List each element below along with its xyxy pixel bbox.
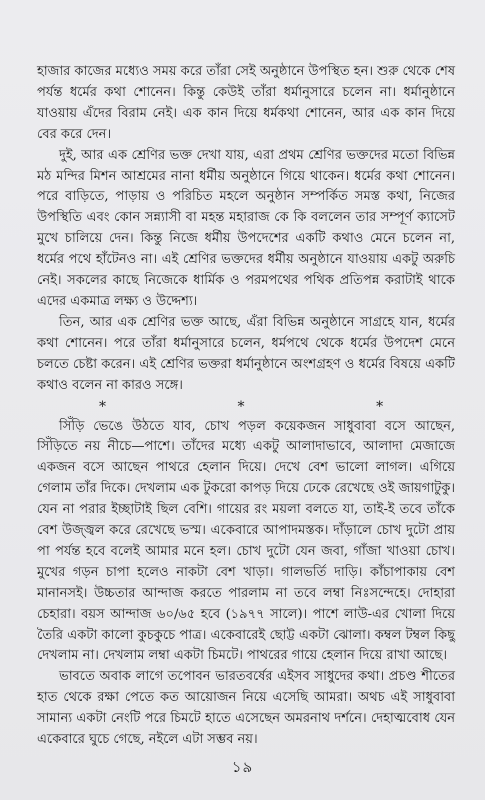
separator-star: * (376, 398, 383, 415)
separator-star: * (237, 398, 245, 415)
paragraph-3: তিন, আর এক শ্রেণির ভক্ত আছে, এঁরা বিভিন্ন অনুষ্ঠানে সাগ্রহে যান, ধর্মের কথা শোনেন। পরে তাঁরা ধর্মানুসারে চলেন, ধর্মপথে থেকে ধর্মের উপদেশ মেনে চলতে চেষ্টা করেন। এই শ্রেণির ভক্তরা ধর্মানুষ্ঠানে অংশগ্রহণ ও ধর্মের বিষয়ে একটি কথাও বলেন না কারও সঙ্গে। (37, 314, 455, 393)
paragraph-5: ভাবতে অবাক লাগে তপোবন ভারতবর্ষের এইসব সাধুদের কথা। প্রচণ্ড শীতের হাত থেকে রক্ষা পেতে কত আয়োজন নিয়ে এসেছি আমরা। অথচ এই সাধুবাবা সামান্য একটা নেংটি পরে চিমটে হাতে এসেছেন অমরনাথ দর্শনে। দেহাত্মবোধ যেন একেবারে ঘুচে গেছে, নইলে এটা সম্ভব নয়। (37, 669, 455, 748)
section-separator (37, 397, 455, 417)
paragraph-1: হাজার কাজের মধ্যেও সময় করে তাঁরা সেই অনুষ্ঠানে উপস্থিত হন। শুরু থেকে শেষ পর্যন্ত ধর্মের কথা শোনেন। কিন্তু কেউই তাঁরা ধর্মানুসারে চলেন না। ধর্মানুষ্ঠানে যাওয়ায় এঁদের বিরাম নেই। এক কান দিয়ে ধর্মকথা শোনেন, আর এক কান দিয়ে বের করে দেন। (37, 64, 455, 142)
paragraph-4: সিঁড়ি ভেঙে উঠতে যাব, চোখ পড়ল কয়েকজন সাধুবাবা বসে আছেন, সিঁড়িতে নয় নীচে—পাশে। তাঁদের মধ্যে একটু আলাদাভাবে, আলাদা মেজাজে একজন বসে আছেন পাথরে হেলান দিয়ে। দেখে বেশ ভালো লাগল। এগিয়ে গেলাম তাঁর দিকে। দেখলাম এক টুকরো কাপড় দিয়ে ঢেকে রেখেছে ওই জায়গাটুকু। যেন না পরার ইচ্ছাটাই ছিল বেশি। গায়ের রং ময়লা বলতে যা, তাই-ই তবে তাঁকে বেশ উজ্জ্বল করে রেখেছে ভস্ম। একেবারে আপাদমস্তক। দাঁড়ালে চোখ দুটো প্রায় পা পর্যন্ত হবে বলেই আমার মনে হল। চোখ দুটো যেন জবা, গাঁজা খাওয়া চোখ। মুখের গড়ন চাপা হলেও নাকটা বেশ খাড়া। গালভর্তি দাড়ি। কাঁচাপাকায় বেশ মানানসই। উচ্চতার আন্দাজ করতে পারলাম না তবে লম্বা নিঃসন্দেহে। দোহারা চেহারা। বয়স আন্দাজ ৬০/৬৫ হবে (১৯৭৭ সালে)। পাশে লাউ-এর খোলা দিয়ে তৈরি একটা কালো কুচকুচে পাত্র। একেবারেই ছোট্ট একটা ঝোলা। কম্বল টম্বল কিছু দেখলাম না। দেখলাম লম্বা একটা চিমটে। পাথরের গায়ে হেলান দিয়ে রাখা আছে। (37, 418, 455, 664)
separator-star: * (99, 398, 106, 415)
paragraph-2: দুই, আর এক শ্রেণির ভক্ত দেখা যায়, এরা প্রথম শ্রেণির ভক্তদের মতো বিভিন্ন মঠ মন্দির মিশন আশ্রমের নানা ধর্মীয় অনুষ্ঠানে গিয়ে থাকেন। ধর্মের কথা শোনেন। পরে বাড়িতে, পাড়ায় ও পরিচিত মহলে অনুষ্ঠান সম্পর্কিত সমস্ত কথা, নিজের উপস্থিতি এবং কোন সন্ন্যাসী বা মহন্ত মহারাজ কে কি বললেন তার সম্পূর্ণ ক্যাসেট মুখে চালিয়ে দেন। কিন্তু নিজে ধর্মীয় উপদেশের একটি কথাও মেনে চলেন না, ধর্মের পথে হাঁটেনও না। এই শ্রেণির ভক্তদের ধর্মীয় অনুষ্ঠানে যাওয়ায় একটু অরুচি নেই। সকলের কাছে নিজেকে ধার্মিক ও পরমপথের পথিক প্রতিপন্ন করাটাই থাকে এদের একমাত্র লক্ষ্য ও উদ্দেশ্য। (37, 147, 455, 309)
body-text (37, 62, 455, 751)
page-number: ১৯ (231, 758, 254, 776)
